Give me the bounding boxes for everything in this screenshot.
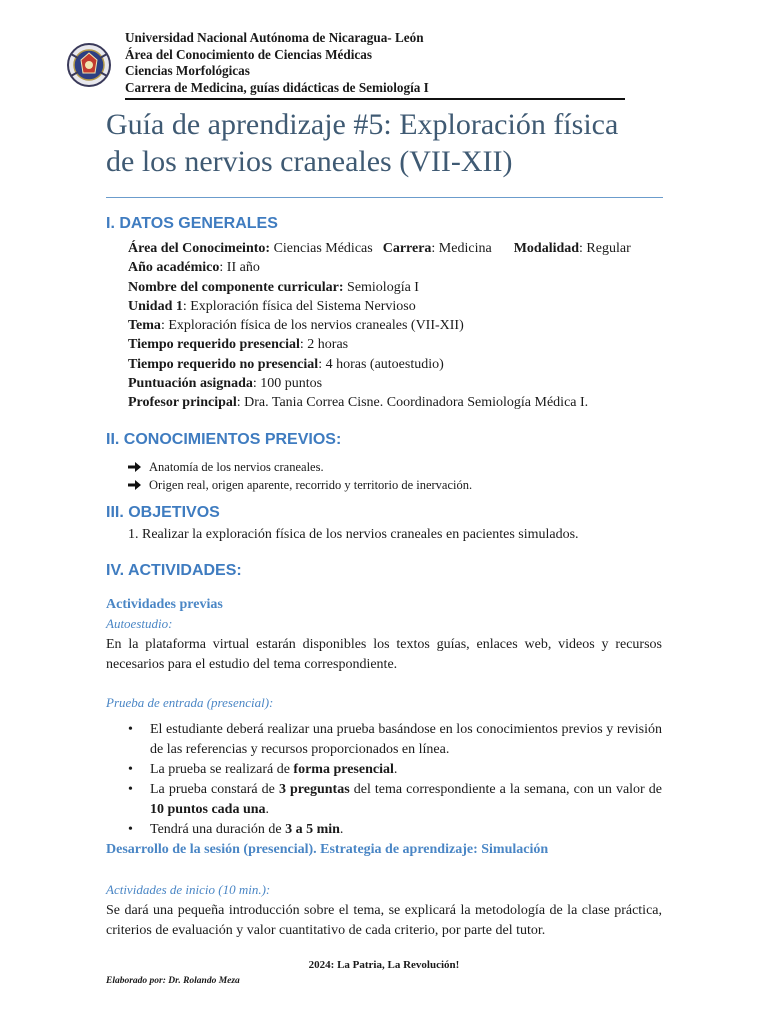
nopresencial-value: : 4 horas (autoestudio) — [318, 356, 444, 372]
title-line-2: de los nervios craneales (VII-XII) — [106, 145, 513, 178]
profesor-label: Profesor principal — [128, 395, 237, 411]
datos-generales-list — [128, 239, 631, 413]
tema-label: Tema — [128, 318, 161, 334]
puntuacion-value: : 100 puntos — [252, 376, 323, 392]
list-item-text: Tendrá una duración de — [150, 822, 286, 837]
section-objetivos: III. OBJETIVOS — [106, 504, 220, 521]
autoestudio-heading: Autoestudio: — [106, 616, 173, 631]
actividades-previas-heading: Actividades previas — [106, 597, 223, 612]
autoestudio-paragraph: En la plataforma virtual estarán disponibles los textos guías, enlaces web, videos y recursos necesarios para el estudio del tema correspondiente. — [106, 637, 662, 672]
tema-value: : Exploración física de los nervios craneales (VII-XII) — [160, 318, 464, 334]
componente-value: Semiología I — [343, 279, 419, 295]
list-item-text: El estudiante deberá realizar una prueba basándose en los conocimientos previos y revisión de las referencias y recursos proporcionados en línea. — [150, 722, 662, 757]
list-item-text: Origen real, origen aparente, recorrido y territorio de inervación. — [149, 478, 473, 492]
list-item-text: . — [265, 802, 270, 817]
list-item-text: La prueba constará de — [150, 782, 279, 797]
arrow-right-icon — [128, 461, 141, 473]
datos-row-profesor — [128, 393, 631, 412]
list-item-bold: 3 preguntas — [278, 782, 350, 797]
desarrollo-sesion-heading: Desarrollo de la sesión (presencial). Estrategia de aprendizaje: Simulación — [106, 842, 549, 857]
unidad-value: : Exploración física del Sistema Nervioso — [182, 298, 416, 314]
university-seal-icon — [66, 42, 112, 88]
list-item — [128, 820, 662, 840]
nopresencial-label: Tiempo requerido no presencial — [128, 356, 319, 372]
datos-row-unidad — [128, 297, 631, 316]
area-value: Ciencias Médicas — [270, 241, 373, 256]
componente-label: Nombre del componente curricular: — [128, 279, 344, 295]
list-item-text: del tema correspondiente a la semana, con un valor de — [349, 782, 662, 797]
actividades-inicio-paragraph: Se dará una pequeña introducción sobre el tema, se explicará la metodología de la clase práctica, criterios de evaluación y valor cuantitativo de cada criterio, por parte del tutor. — [106, 903, 662, 938]
datos-row-puntuacion — [128, 374, 631, 393]
document-title — [106, 106, 706, 180]
list-item-text: . — [393, 762, 398, 777]
profesor-value: : Dra. Tania Correa Cisne. Coordinadora Semiología Médica I. — [236, 395, 589, 411]
header-text — [125, 30, 429, 96]
section-conocimientos-previos: II. CONOCIMIENTOS PREVIOS: — [106, 431, 342, 448]
presencial-label: Tiempo requerido presencial — [128, 337, 300, 353]
list-item-bold: forma presencial — [293, 762, 394, 777]
list-item-text: Anatomía de los nervios craneales. — [149, 460, 324, 474]
anio-value: : II año — [219, 260, 260, 276]
title-line-1: Guía de aprendizaje #5: Exploración física — [106, 108, 619, 141]
list-item-text: La prueba se realizará de — [150, 762, 294, 777]
title-divider — [106, 197, 663, 198]
prueba-bullet-list — [128, 720, 662, 840]
list-item-bold: 3 a 5 min — [285, 822, 340, 837]
list-item — [128, 780, 662, 820]
header-line-university: Universidad Nacional Autónoma de Nicaragua- León — [125, 30, 424, 45]
datos-row-presencial — [128, 335, 631, 354]
list-item — [128, 458, 472, 476]
list-item — [128, 476, 472, 494]
area-label: Área del Conocimeinto: — [128, 241, 271, 256]
datos-row-area — [128, 239, 631, 258]
bullet-icon: • — [128, 762, 133, 777]
puntuacion-label: Puntuación asignada — [128, 376, 253, 392]
arrow-right-icon — [128, 479, 141, 491]
datos-row-nopresencial — [128, 355, 631, 374]
datos-row-componente — [128, 278, 631, 297]
conocimientos-previos-list — [128, 458, 472, 494]
footer-motto: 2024: La Patria, La Revolución! — [308, 959, 460, 971]
datos-row-tema — [128, 316, 631, 335]
section-datos-generales: I. DATOS GENERALES — [106, 215, 278, 232]
carrera-value: : Medicina — [431, 241, 492, 256]
list-item-bold: 10 puntos cada una — [150, 802, 266, 817]
header-line-career: Carrera de Medicina, guías didácticas de Semiología I — [125, 79, 429, 95]
bullet-icon: • — [128, 722, 133, 737]
objetivo-item: 1. Realizar la exploración física de los nervios craneales en pacientes simulados. — [128, 527, 579, 542]
list-item — [128, 720, 662, 760]
carrera-label: Carrera — [382, 241, 432, 256]
footer-author: Elaborado por: Dr. Rolando Meza — [106, 976, 240, 986]
university-header — [66, 30, 626, 100]
section-actividades: IV. ACTIVIDADES: — [106, 562, 242, 579]
datos-row-anio — [128, 258, 631, 277]
list-item — [128, 760, 662, 780]
header-line-department: Ciencias Morfológicas — [125, 63, 250, 78]
prueba-entrada-heading: Prueba de entrada (presencial): — [106, 695, 274, 710]
header-line-area: Área del Conocimiento de Ciencias Médicas — [125, 46, 372, 62]
modalidad-value: : Regular — [579, 241, 631, 256]
unidad-label: Unidad 1 — [128, 298, 183, 314]
bullet-icon: • — [128, 782, 133, 797]
header-divider — [125, 98, 625, 100]
bullet-icon: • — [128, 822, 133, 837]
modalidad-label: Modalidad — [513, 241, 580, 256]
anio-label: Año académico — [128, 260, 220, 276]
actividades-inicio-heading: Actividades de inicio (10 min.): — [106, 882, 271, 897]
presencial-value: : 2 horas — [299, 337, 349, 353]
list-item-text: . — [339, 822, 344, 837]
